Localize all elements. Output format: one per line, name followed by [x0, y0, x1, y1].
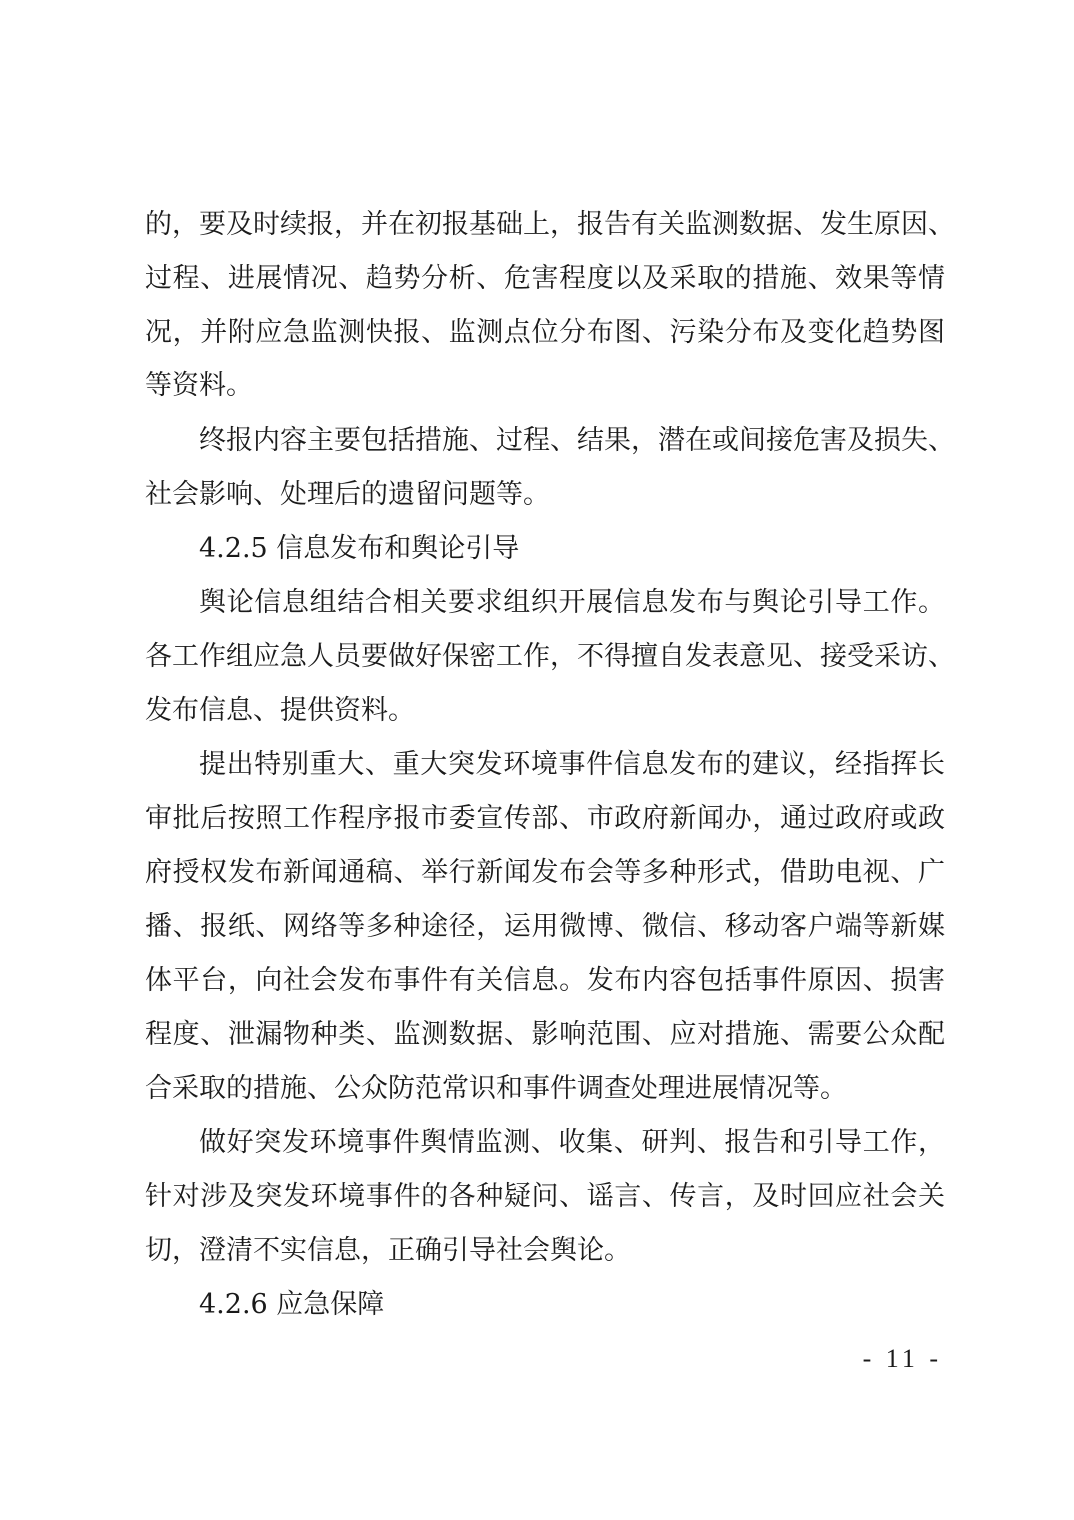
text-line: 发布信息、提供资料。 — [145, 695, 415, 726]
text-line: 终报内容主要包括措施、过程、结果，潜在或间接危害及损失、 — [199, 425, 955, 456]
text-line: 舆论信息组结合相关要求组织开展信息发布与舆论引导工作。 — [199, 587, 945, 618]
text-line: 过程、进展情况、趋势分析、危害程度以及采取的措施、效果等情 — [145, 263, 945, 294]
text-line: 体平台，向社会发布事件有关信息。发布内容包括事件原因、损害 — [145, 965, 945, 996]
text-line: 提出特别重大、重大突发环境事件信息发布的建议，经指挥长 — [199, 749, 945, 780]
section-heading: 4.2.5 信息发布和舆论引导 — [199, 533, 520, 564]
text-line: 等资料。 — [145, 370, 253, 401]
text-line: 各工作组应急人员要做好保密工作，不得擅自发表意见、接受采访、 — [145, 641, 955, 672]
text-line: 针对涉及突发环境事件的各种疑问、谣言、传言，及时回应社会关 — [145, 1181, 945, 1212]
text-line: 播、报纸、网络等多种途径，运用微博、微信、移动客户端等新媒 — [145, 911, 945, 942]
text-line: 合采取的措施、公众防范常识和事件调查处理进展情况等。 — [145, 1073, 847, 1104]
section-heading: 4.2.6 应急保障 — [199, 1289, 385, 1320]
text-line: 审批后按照工作程序报市委宣传部、市政府新闻办，通过政府或政 — [145, 803, 945, 834]
text-line: 程度、泄漏物种类、监测数据、影响范围、应对措施、需要公众配 — [145, 1019, 945, 1050]
text-line: 府授权发布新闻通稿、举行新闻发布会等多种形式，借助电视、广 — [145, 857, 945, 888]
text-line: 的，要及时续报，并在初报基础上，报告有关监测数据、发生原因、 — [145, 209, 955, 240]
text-line: 社会影响、处理后的遗留问题等。 — [145, 479, 550, 510]
page-number: - 11 - — [862, 1344, 942, 1373]
text-line: 况，并附应急监测快报、监测点位分布图、污染分布及变化趋势图 — [145, 317, 945, 348]
text-line: 做好突发环境事件舆情监测、收集、研判、报告和引导工作， — [199, 1127, 945, 1158]
text-line: 切，澄清不实信息，正确引导社会舆论。 — [145, 1235, 631, 1266]
